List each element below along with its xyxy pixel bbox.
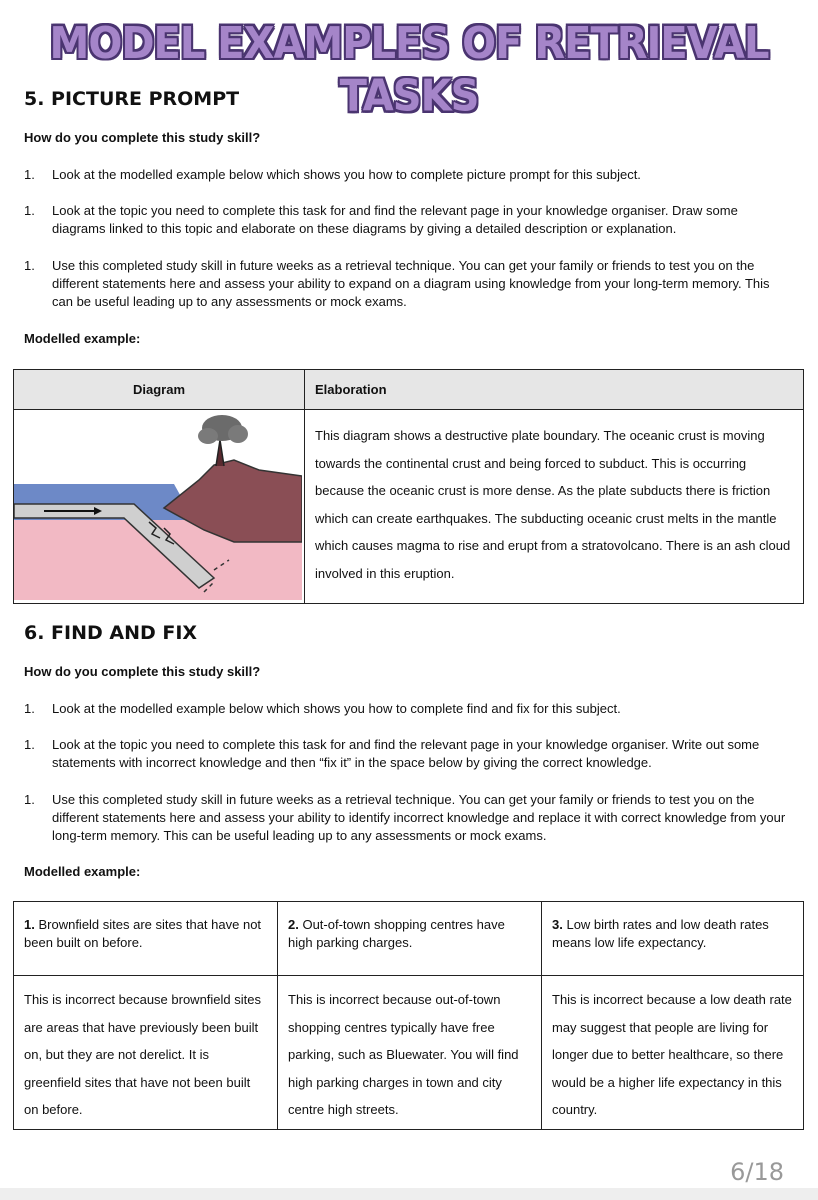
step-number: 1. (24, 167, 35, 182)
step-number: 1. (24, 737, 35, 752)
section5-step-1 (24, 166, 794, 184)
step-number: 1. (24, 258, 35, 273)
plate-boundary-diagram (14, 410, 302, 600)
statement-cell (542, 902, 804, 976)
statement-number: 1. (24, 917, 35, 932)
fix-cell: This is incorrect because out-of-town shopping centres typically have free parking, such as Bluewater. You will find high parking charges in town and city centre high streets. (278, 976, 542, 1130)
statement-cell (278, 902, 542, 976)
diagram-cell (14, 410, 305, 604)
section5-modelled-label: Modelled example: (24, 331, 141, 346)
statement-number: 3. (552, 917, 563, 932)
section5-subheading: How do you complete this study skill? (24, 130, 261, 145)
page-indicator: 6/18 (730, 1158, 784, 1186)
statement-cell (14, 902, 278, 976)
step-number: 1. (24, 792, 35, 807)
step-number: 1. (24, 701, 35, 716)
step-text: Look at the topic you need to complete this task for and find the relevant page in your knowledge organiser. Write out some statements with incorrect knowledge and then “fix it” in the space below by giving the correct knowledge. (52, 737, 760, 770)
elaboration-column-header: Elaboration (305, 370, 804, 410)
statement-number: 2. (288, 917, 299, 932)
fix-cell: This is incorrect because a low death rate may suggest that people are living for longer due to better healthcare, so there would be a higher life expectancy in this country. (542, 976, 804, 1130)
section-heading-find-and-fix: 6. FIND AND FIX (24, 622, 198, 644)
diagram-column-header: Diagram (14, 370, 305, 410)
elaboration-text: This diagram shows a destructive plate boundary. The oceanic crust is moving towards the continental crust and being forced to subduct. This is occurring because the oceanic crust is more dense. As the plate subducts there is friction which can create earthquakes. The subducting oceanic crust melts in the mantle which causes magma to rise and erupt from a stratovolcano. There is an ash cloud involved in this eruption. (305, 410, 804, 604)
statement-text: Brownfield sites are sites that have not been built on before. (24, 917, 262, 950)
section-heading-picture-prompt: 5. PICTURE PROMPT (24, 88, 240, 110)
fix-cell: This is incorrect because brownfield sites are areas that have previously been built on, but they are not derelict. It is greenfield sites that have not been built on before. (14, 976, 278, 1130)
step-text: Use this completed study skill in future weeks as a retrieval technique. You can get your family or friends to test you on the different statements here and assess your ability to expand on a diagram using knowledge from your long-term memory. This can be useful leading up to any assessments or mock exams. (52, 258, 770, 309)
statement-text: Out-of-town shopping centres have high parking charges. (288, 917, 505, 950)
section6-step-1 (24, 700, 794, 718)
find-and-fix-table (13, 901, 804, 1130)
section6-step-2 (24, 736, 794, 772)
statement-text: Low birth rates and low death rates means low life expectancy. (552, 917, 769, 950)
section6-modelled-label: Modelled example: (24, 864, 141, 879)
picture-prompt-table (13, 369, 804, 604)
page-title: MODEL EXAMPLES OF RETRIEVAL TASKS (49, 18, 769, 122)
page-bottom-bar (0, 1188, 818, 1200)
step-text: Use this completed study skill in future weeks as a retrieval technique. You can get your family or friends to test you on the different statements here and assess your ability to identify incorrect knowledge and replace it with correct knowledge from your long-term memory. This can be useful leading up to any assessments or mock exams. (52, 792, 786, 843)
step-text: Look at the modelled example below which shows you how to complete find and fix for this subject. (52, 701, 621, 716)
section5-step-3 (24, 257, 794, 311)
step-text: Look at the modelled example below which shows you how to complete picture prompt for this subject. (52, 167, 641, 182)
section5-step-2 (24, 202, 794, 238)
section6-step-3 (24, 791, 794, 845)
section6-subheading: How do you complete this study skill? (24, 664, 261, 679)
step-number: 1. (24, 203, 35, 218)
step-text: Look at the topic you need to complete this task for and find the relevant page in your knowledge organiser. Draw some diagrams linked to this topic and elaborate on these diagrams by giving a detailed description or explanation. (52, 203, 738, 236)
